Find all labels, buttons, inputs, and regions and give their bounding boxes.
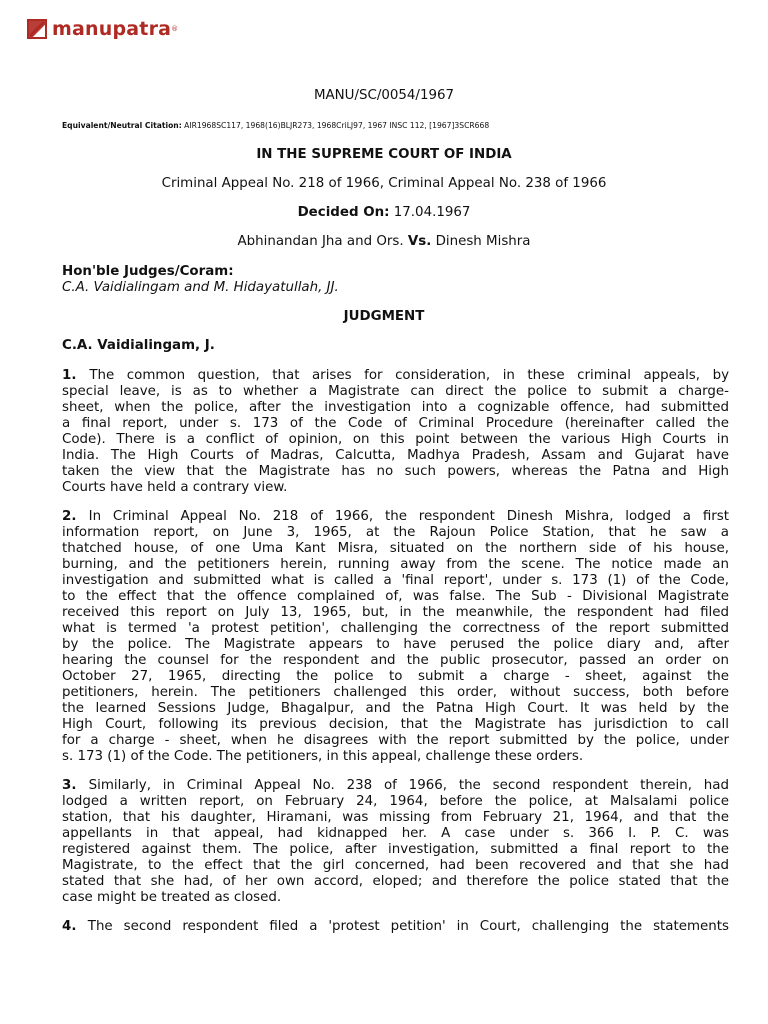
manupatra-logo-icon — [27, 19, 47, 39]
paragraph-line — [62, 621, 729, 637]
paragraph-line — [62, 733, 729, 749]
paragraph-line-text: thatched house, of one Uma Kant Misra, situated on the northern side of his house, — [62, 541, 729, 556]
party-respondent: Dinesh Mishra — [435, 234, 531, 249]
paragraph-line — [62, 842, 729, 858]
paragraph-line — [62, 637, 729, 653]
paragraph-line — [62, 685, 729, 701]
paragraph-line — [62, 826, 729, 842]
paragraph-line-text: received this report on July 13, 1965, but, in the meanwhile, the respondent had filed — [62, 605, 729, 620]
judgment-title: JUDGMENT — [343, 309, 425, 324]
equivalent-citation-label: Equivalent/Neutral Citation: — [62, 121, 182, 130]
paragraph-line — [62, 525, 729, 541]
paragraph-line-text: In Criminal Appeal No. 218 of 1966, the respondent Dinesh Mishra, lodged a first — [88, 509, 729, 524]
paragraph-line-text: information report, on June 3, 1965, at the Rajoun Police Station, that he saw a — [62, 525, 729, 540]
parties — [0, 234, 768, 250]
paragraph-line — [62, 464, 729, 480]
versus-label: Vs. — [407, 234, 432, 249]
coram-label: Hon'ble Judges/Coram: — [62, 264, 234, 279]
paragraph-line — [62, 480, 729, 496]
paragraph-line-text: India. The High Courts of Madras, Calcutta, Madhya Pradesh, Assam and Gujarat have — [62, 448, 729, 463]
paragraph-line — [62, 400, 729, 416]
citation-id: MANU/SC/0054/1967 — [313, 88, 455, 103]
paragraph-line — [62, 778, 729, 794]
paragraph-line-text: Similarly, in Criminal Appeal No. 238 of 1966, the second respondent therein, had — [88, 778, 729, 793]
paragraph-line-text: High Court, following its previous decision, that the Magistrate has jurisdiction to call — [62, 717, 729, 732]
paragraph-line — [62, 701, 729, 717]
paragraph-line — [62, 432, 729, 448]
paragraph-number: 2. — [62, 509, 89, 524]
paragraph-line-text: registered against them. The police, after investigation, submitted a final report to the — [62, 842, 729, 857]
paragraph-line — [62, 653, 729, 669]
paragraph-line-text: The second respondent filed a 'protest petition' in Court, challenging the statements — [87, 919, 729, 934]
paragraph-line-text: by the police. The Magistrate appears to have perused the police diary and, after — [62, 637, 729, 652]
paragraph-line — [62, 541, 729, 557]
paragraph-line — [62, 368, 729, 384]
paragraph-line-text: burning, and the petitioners herein, running away from the scene. The notice made an — [62, 557, 729, 572]
paragraph-line-text: petitioners, herein. The petitioners challenged this order, without success, both before — [62, 685, 729, 700]
paragraph-line-text: special leave, is as to whether a Magistrate can direct the police to submit a charge- — [62, 384, 729, 399]
paragraph-line — [62, 557, 729, 573]
brand-reg-mark: ® — [171, 25, 179, 33]
equivalent-citation — [62, 121, 489, 131]
decided-on-label: Decided On: — [297, 205, 390, 220]
paragraph-line — [62, 669, 729, 685]
brand-name: manupatra — [52, 18, 172, 40]
paragraph-2 — [62, 509, 729, 765]
paragraph-line-text: the learned Sessions Judge, Bhagalpur, and the Patna High Court. It was held by the — [62, 701, 729, 716]
paragraph-1 — [62, 368, 729, 496]
paragraph-line-text: station, that his daughter, Hiramani, was missing from February 21, 1964, and that the — [62, 810, 729, 825]
paragraph-line-text: The common question, that arises for consideration, in these criminal appeals, by — [89, 368, 729, 383]
paragraph-line-text: Magistrate, to the effect that the girl concerned, had been recovered and that she had — [62, 858, 729, 873]
paragraph-line — [62, 384, 729, 400]
paragraph-line — [62, 919, 729, 935]
paragraph-line — [62, 858, 729, 874]
paragraph-line-text: stated that she had, of her own accord, eloped; and therefore the police stated that the — [62, 874, 729, 889]
party-appellant: Abhinandan Jha and Ors. — [237, 234, 404, 249]
paragraph-line-text: what is termed 'a protest petition', challenging the correctness of the report submitted — [62, 621, 729, 636]
appeal-numbers: Criminal Appeal No. 218 of 1966, Criminal Appeal No. 238 of 1966 — [161, 176, 607, 191]
paragraph-line-text: sheet, when the police, after the investigation into a cognizable offence, had submitted — [62, 400, 729, 415]
manupatra-logo — [27, 17, 178, 41]
paragraph-line — [62, 416, 729, 432]
paragraph-line-text: October 27, 1965, directing the police to submit a charge - sheet, against the — [62, 669, 729, 684]
coram-judges: C.A. Vaidialingam and M. Hidayatullah, JJ. — [62, 280, 339, 295]
paragraph-line-text: appellants in that appeal, had kidnapped her. A case under s. 366 I. P. C. was — [62, 826, 729, 841]
decided-on-value: 17.04.1967 — [393, 205, 471, 220]
paragraph-number: 4. — [62, 919, 88, 934]
equivalent-citation-value: AIR1968SC117, 1968(16)BLJR273, 1968CriLJ97, 1967 INSC 112, [1967]3SCR668 — [184, 121, 490, 130]
paragraph-line-text: for a charge - sheet, when he disagrees with the report submitted by the police, under — [62, 733, 729, 748]
decided-on — [0, 205, 768, 221]
paragraph-line-text: lodged a written report, on February 24, 1964, before the police, at Malsalami police — [62, 794, 729, 809]
paragraph-line-text: s. 173 (1) of the Code. The petitioners, in this appeal, challenge these orders. — [62, 749, 584, 764]
paragraph-line-text: a final report, under s. 173 of the Code of Criminal Procedure (hereinafter called the — [62, 416, 729, 431]
paragraph-number: 1. — [62, 368, 90, 383]
paragraph-line — [62, 874, 729, 890]
paragraph-line — [62, 810, 729, 826]
court-name: IN THE SUPREME COURT OF INDIA — [256, 147, 512, 162]
paragraph-line — [62, 589, 729, 605]
paragraph-3 — [62, 778, 729, 906]
paragraph-line — [62, 794, 729, 810]
paragraph-line — [62, 605, 729, 621]
paragraph-line — [62, 448, 729, 464]
paragraph-line-text: to the effect that the offence complained of, was false. The Sub - Divisional Magistrate — [62, 589, 729, 604]
paragraph-4 — [62, 919, 729, 935]
paragraph-line — [62, 890, 729, 906]
paragraph-line — [62, 749, 729, 765]
paragraph-number: 3. — [62, 778, 89, 793]
paragraph-line — [62, 509, 729, 525]
paragraph-line-text: case might be treated as closed. — [62, 890, 282, 905]
judgment-author: C.A. Vaidialingam, J. — [62, 338, 215, 353]
paragraph-line — [62, 717, 729, 733]
paragraph-line-text: Courts have held a contrary view. — [62, 480, 288, 495]
paragraph-line-text: hearing the counsel for the respondent and the public prosecutor, passed an order on — [62, 653, 729, 668]
paragraph-line-text: investigation and submitted what is called a 'final report', under s. 173 (1) of the Code, — [62, 573, 729, 588]
paragraph-line-text: taken the view that the Magistrate has no such powers, whereas the Patna and High — [62, 464, 729, 479]
paragraph-line-text: Code). There is a conflict of opinion, on this point between the various High Courts in — [62, 432, 729, 447]
paragraph-line — [62, 573, 729, 589]
